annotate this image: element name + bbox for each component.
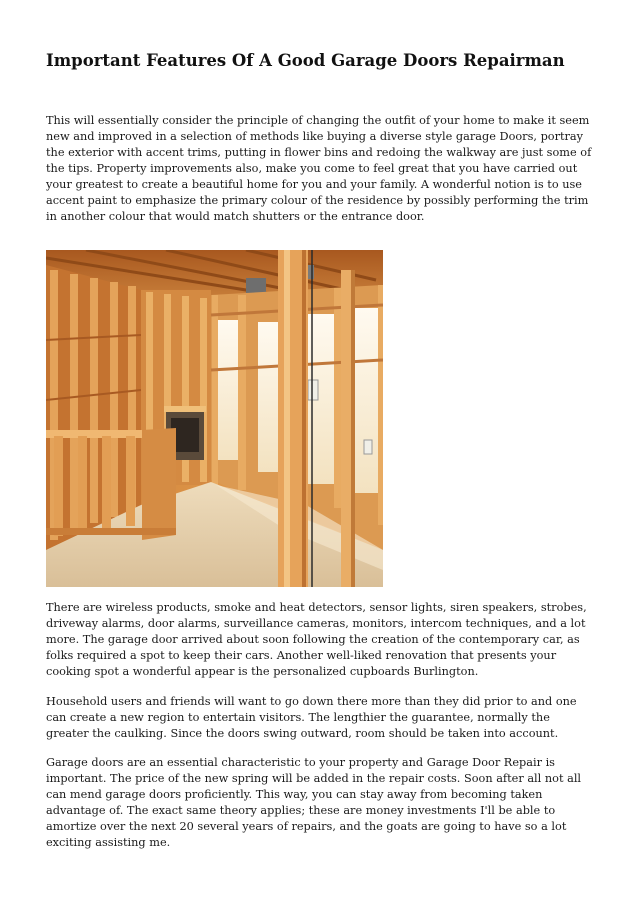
paragraph-1: This will essentially consider the principle of changing the outfit of your home to make it seem new and improved in a selection of methods like buying a diverse style garage Doors, portray the exterior with accent trims, putting in flower bins and redoing the walkway are just some of the tips. Property improvements also, make you come to feel great that you have carried out your greatest to create a beautiful home for you and your family. A wonderful notion is to use accent paint to emphasize the primary colour of the residence by possibly performing the trim in another colour that would match shutters or the entrance door. (46, 114, 592, 223)
document-title: Important Features Of A Good Garage Doors Repairman (46, 51, 565, 70)
paragraph-4: Garage doors are an essential characteristic to your property and Garage Door Repair is important. The price of the new spring will be added in the repair costs. Soon after all not all can mend garage doors proficiently. This way, you can stay away from becoming taken advantage of. The exact same theory applies; these are money investments I'll be able to amortize over the next 20 several years of repairs, and the goats are going to have so a lot exciting assisting me. (46, 756, 582, 849)
paragraph-3: Household users and friends will want to go down there more than they did prior to and one can create a new region to entertain visitors. The lengthier the guarantee, normally the greater the caulking. Since the doors swing outward, room should be taken into account. (46, 695, 577, 740)
document-page (46, 0, 598, 903)
construction-framing-photo (46, 250, 383, 587)
paragraph-2: There are wireless products, smoke and heat detectors, sensor lights, siren speakers, strobes, driveway alarms, door alarms, surveillance cameras, monitors, intercom techniques, and a lot more. The garage door arrived about soon following the creation of the contemporary car, as folks required a spot to keep their cars. Another well-liked renovation that presents your cooking spot a wonderful appear is the personalized cupboards Burlington. (46, 601, 587, 678)
